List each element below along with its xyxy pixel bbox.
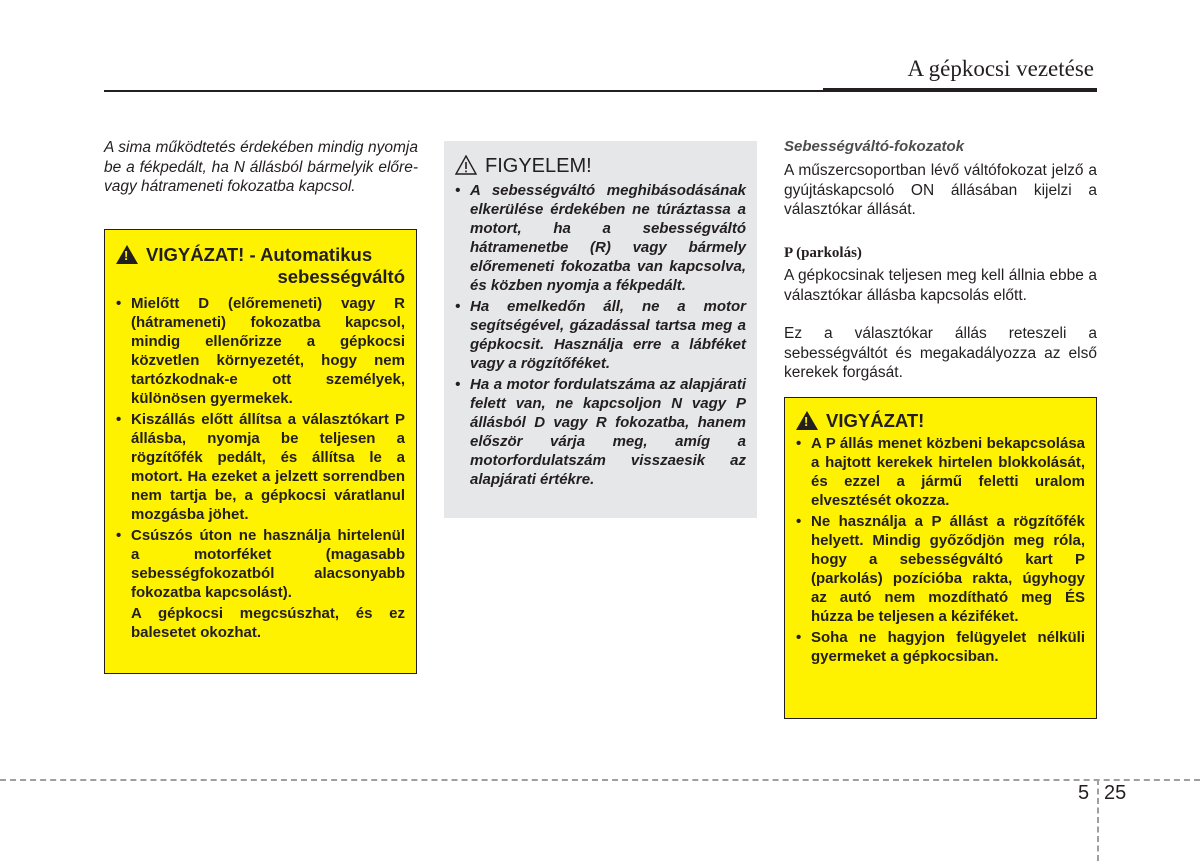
header-rule-accent [823, 88, 1097, 92]
warning-list [116, 294, 405, 602]
warning-triangle-icon [796, 411, 818, 430]
page-header-title: A gépkocsi vezetése [907, 56, 1094, 81]
warning-title-line1: VIGYÁZAT! - Automatikus [146, 244, 373, 265]
subheading-park: P (parkolás) [784, 245, 862, 261]
footer-page-separator [1097, 779, 1099, 861]
paragraph-park-stop: A gépkocsinak teljesen meg kell állnia ebbe a választókar állásba kapcsolás előtt. [784, 267, 1097, 304]
warning-list [796, 434, 1085, 666]
section-heading: Sebességváltó-fokozatok [784, 138, 965, 155]
intro-paragraph: A sima működtetés érdekében mindig nyomja be a fékpedált, ha N állásból bármelyik előre- vagy hátrameneti fokozatba kapcsol. [104, 139, 418, 195]
caution-triangle-icon [455, 155, 477, 175]
warning-triangle-icon [116, 245, 138, 264]
warning-title [796, 410, 1085, 432]
caution-title [455, 155, 746, 177]
warning-box-automatic-transmission [104, 229, 417, 674]
caution-title-text: FIGYELEM! [485, 155, 592, 177]
warning-title [116, 244, 405, 288]
list-item: • A sebességváltó meghibásodásának elkerülése érdekében ne túráztassa a motort, ha a sebességváltó hátramenetbe (R) vagy bármely előremeneti fokozatba van kapcsolva, és közben nyomja a fékpedált. [455, 181, 746, 295]
list-item: • Ha emelkedőn áll, ne a motor segítségével, gázadással tartsa meg a gépkocsit. Használja erre a lábféket vagy a rögzítőféket. [455, 297, 746, 373]
page-number: 25 [1104, 782, 1127, 804]
warning-tail-text: A gépkocsi megcsúszhat, és ez balesetet okozhat. [131, 605, 405, 641]
paragraph-gear-indicator: A műszercsoportban lévő váltófokozat jelző a gyújtáskapcsoló ON állásában kijelzi a választókar állását. [784, 162, 1097, 218]
list-item: • Mielőtt D (előremeneti) vagy R (hátrameneti) fokozatba kapcsol, mindig ellenőrizze a gépkocsi közvetlen környezetét, hogy nem tartózkodnak-e ott személyek, különösen gyermekek. [116, 294, 405, 408]
caution-box [444, 141, 757, 518]
list-item: • Ne használja a P állást a rögzítőfék helyett. Mindig győződjön meg róla, hogy a sebességváltó kart P (parkolás) pozícióba rakta, úgyhogy az autó nem mozdítható meg ÉS húzza be teljesen a kéziféket. [796, 512, 1085, 626]
chapter-number: 5 [1078, 782, 1090, 804]
caution-list [455, 181, 746, 489]
warning-title-text: VIGYÁZAT! [826, 410, 925, 431]
list-item: • Soha ne hagyjon felügyelet nélküli gyermeket a gépkocsiban. [796, 628, 1085, 666]
warning-title-line2: sebességváltó [277, 266, 405, 287]
list-item: • Ha a motor fordulatszáma az alapjárati felett van, ne kapcsoljon N vagy P állásból D vagy R fokozatba, hanem először várja meg, amíg a motorfordulatszám visszaesik az alapjárati értékre. [455, 375, 746, 489]
footer-divider [0, 779, 1200, 781]
list-item: • A P állás menet közbeni bekapcsolása a hajtott kerekek hirtelen blokkolását, és ezzel a jármű feletti uralom elvesztését okozza. [796, 434, 1085, 510]
list-item: • Kiszállás előtt állítsa a választókart P állásba, nyomja be teljesen a rögzítőfék pedált, és állítsa le a motort. Ha ezeket a jelzett sorrendben nem tartja be, a gépkocsi váratlanul mozgásba jöhet. [116, 410, 405, 524]
list-item: • Csúszós úton ne használja hirtelenül a motorféket (magasabb sebességfokozatból alacsonyabb fokozatba kapcsolást). [116, 526, 405, 602]
warning-box-park [784, 397, 1097, 719]
paragraph-park-lock: Ez a választókar állás reteszeli a sebességváltót és megakadályozza az első kerekek forgását. [784, 325, 1097, 381]
